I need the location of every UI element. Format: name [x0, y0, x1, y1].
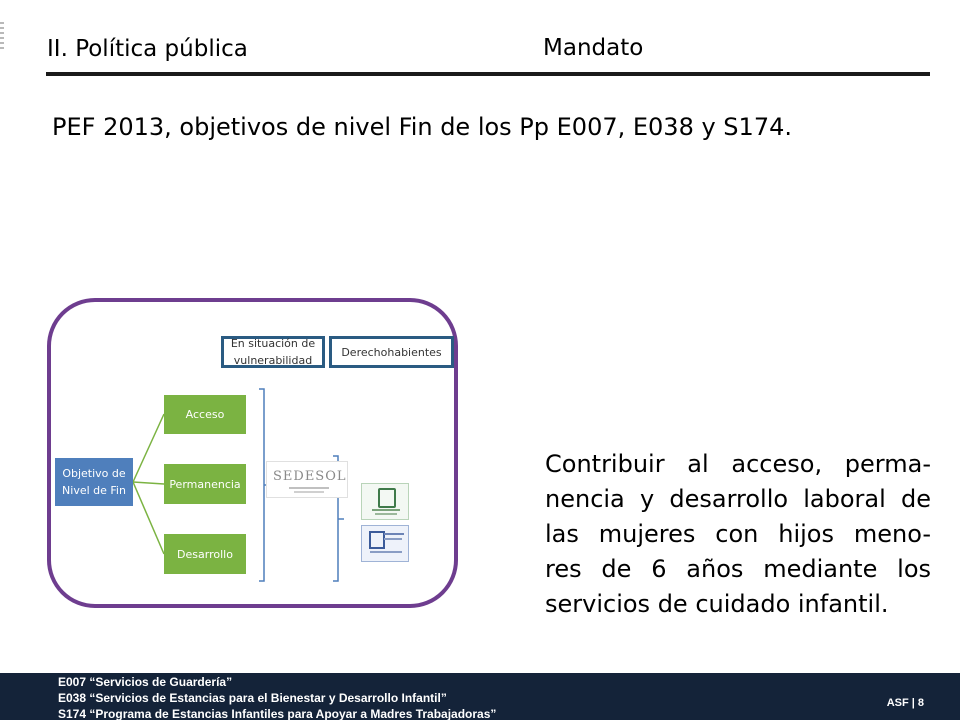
footer-bar	[0, 673, 960, 720]
description-line: Contribuir al acceso, perma-	[545, 450, 931, 478]
group-vulnerable-line1: En situación de	[230, 337, 316, 350]
group-box-vulnerable	[221, 336, 325, 368]
footer-note-e007: E007 “Servicios de Guardería”	[58, 675, 233, 689]
sedesol-logo-word: SEDESOL	[273, 469, 347, 484]
section-title: II. Política pública	[47, 36, 248, 62]
objective-label-line2: Nivel de Fin	[62, 484, 126, 497]
connector-acceso	[133, 414, 164, 482]
connector-permanencia	[133, 482, 164, 484]
description-line: las mujeres con hijos meno-	[545, 520, 931, 548]
bracket-left	[259, 389, 264, 581]
footer-note-e038: E038 “Servicios de Estancias para el Bienestar y Desarrollo Infantil”	[58, 691, 447, 705]
group-vulnerable-line2: vulnerabilidad	[233, 354, 313, 367]
sedesol-logo	[266, 461, 348, 498]
description-line: servicios de cuidado infantil.	[545, 590, 889, 618]
footer-note-s174: S174 “Programa de Estancias Infantiles para Apoyar a Madres Trabajadoras”	[58, 707, 497, 721]
imss-logo	[361, 483, 409, 520]
footer-notes	[58, 674, 496, 722]
connector-desarrollo	[133, 482, 164, 554]
branch-box-permanencia: Permanencia	[164, 464, 246, 504]
slide-subtitle: PEF 2013, objetivos de nivel Fin de los Pp E007, E038 y S174.	[52, 113, 792, 141]
page-title: Mandato	[543, 35, 644, 61]
description-line: res de 6 años mediante los	[545, 555, 931, 583]
issste-logo	[361, 525, 409, 562]
group-box-derechohabientes: Derechohabientes	[329, 336, 454, 368]
objective-label-line1: Objetivo de	[62, 467, 126, 480]
branch-box-desarrollo: Desarrollo	[164, 534, 246, 574]
description-line: nencia y desarrollo laboral de	[545, 485, 931, 513]
page-number: ASF | 8	[886, 697, 924, 709]
branch-box-acceso: Acceso	[164, 395, 246, 434]
objective-description	[545, 447, 931, 622]
objective-box	[55, 458, 133, 506]
